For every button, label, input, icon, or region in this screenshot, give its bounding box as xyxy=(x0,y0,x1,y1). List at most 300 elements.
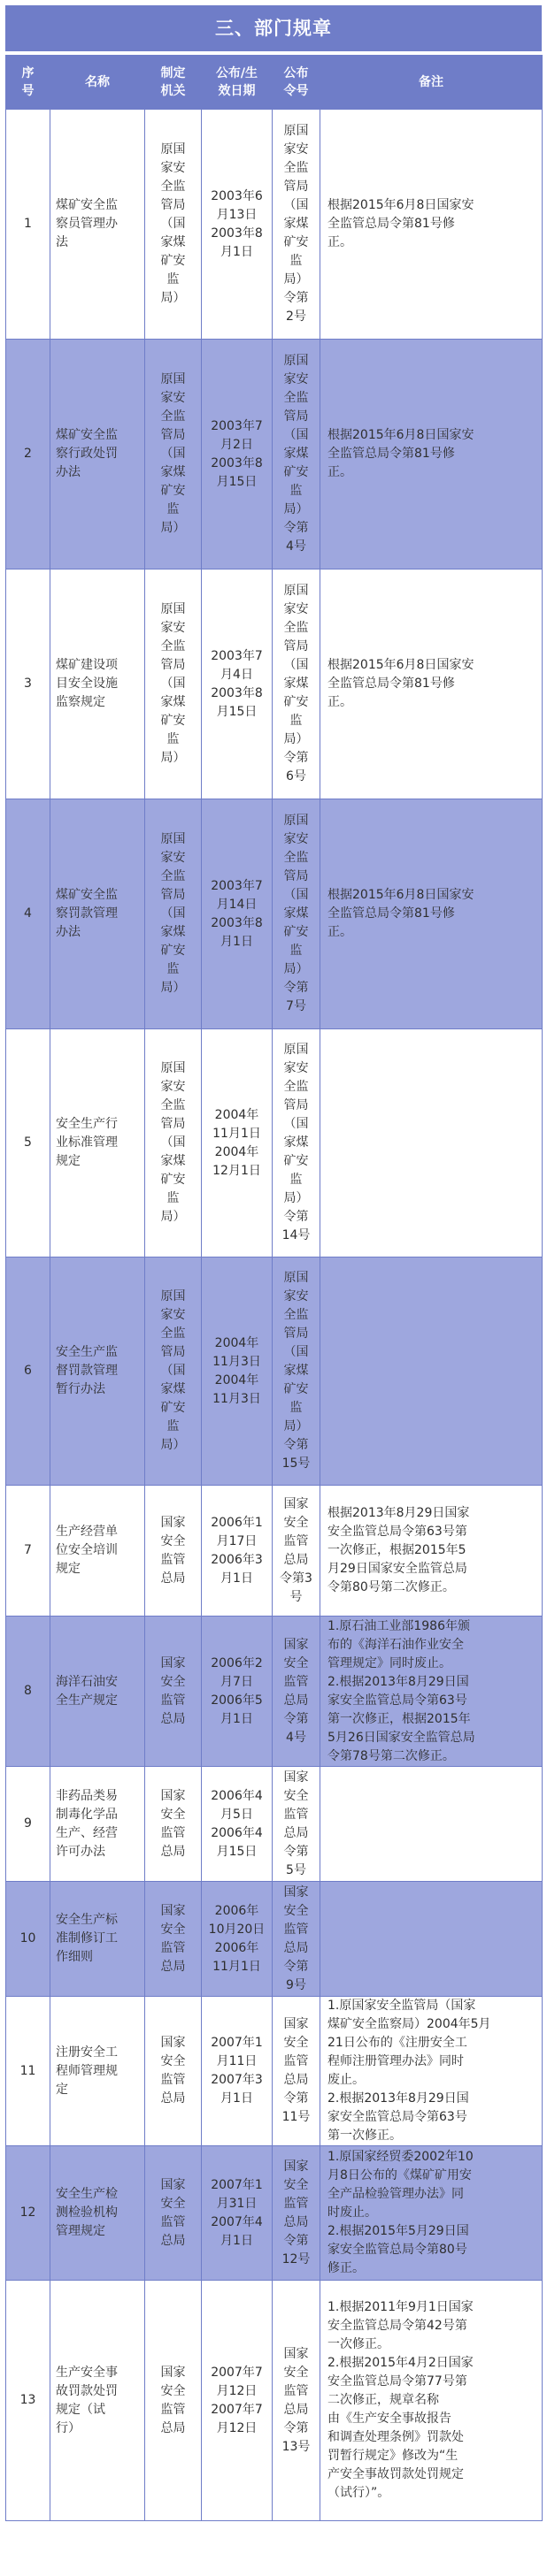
remarks-line: 2.根据2015年4月2日国家 xyxy=(327,2356,474,2370)
publish-effective-date-line: 2006年1 xyxy=(211,1515,263,1530)
table-row xyxy=(6,1882,543,1997)
decree-number-line: 安全 xyxy=(283,2365,309,2380)
decree-number-line: 局） xyxy=(283,962,309,976)
header-label: 备注 xyxy=(419,75,443,89)
decree-number-line: 令第 xyxy=(283,1711,309,1726)
decree-number-line: 安全 xyxy=(283,1788,309,1803)
row-number: 9 xyxy=(6,1767,50,1882)
issuing-authority-line: 局） xyxy=(160,291,186,305)
issuing-authority-line: 矿安 xyxy=(160,1401,186,1415)
decree-number-line: 矿安 xyxy=(283,1382,309,1396)
regulation-name-line: 安全生产检 xyxy=(56,2187,118,2201)
decree-number-line: 家安 xyxy=(283,832,309,846)
decree-number-line: 总局 xyxy=(283,1693,309,1708)
publish-effective-date-line: 11月1日 xyxy=(212,1959,261,1974)
regulation-name-cell xyxy=(50,2281,145,2521)
decree-number-line: 全监 xyxy=(283,1080,309,1094)
remarks-line: 罚暂行规定》修改为“生 xyxy=(327,2449,458,2463)
issuing-authority-cell xyxy=(145,2281,202,2521)
decree-number-line: 15号 xyxy=(281,1456,311,1471)
regulation-name-line: 察行政处罚 xyxy=(56,447,118,461)
publish-effective-date-line: 2006年4 xyxy=(211,1788,263,1803)
publish-effective-date-line: 月2日 xyxy=(220,437,253,452)
issuing-authority-line: 安全 xyxy=(160,2054,186,2068)
issuing-authority-cell xyxy=(145,1767,202,1882)
decree-number-line: 监管 xyxy=(283,2383,309,2398)
remarks-line: 布的《海洋石油作业安全 xyxy=(327,1637,464,1652)
publish-effective-date-line: 月11日 xyxy=(216,2054,258,2068)
decree-number-line: 家煤 xyxy=(283,1135,309,1150)
regulation-name-line: 监察规定 xyxy=(56,695,105,709)
regulation-name-line: 作细则 xyxy=(56,1950,93,1964)
table-row xyxy=(6,2281,543,2521)
row-number: 13 xyxy=(6,2281,50,2521)
decree-number-cell xyxy=(273,1882,320,1997)
regulation-name-line: 规定 xyxy=(56,1562,81,1576)
remarks-cell xyxy=(320,1997,543,2146)
decree-number-line: （国 xyxy=(283,198,309,212)
decree-number-line: 4号 xyxy=(286,539,306,554)
issuing-authority-line: 家煤 xyxy=(160,1382,186,1396)
publish-effective-date-line: 2003年8 xyxy=(211,915,263,930)
issuing-authority-line: 全监 xyxy=(160,409,186,424)
decree-number-line: 国家 xyxy=(283,1496,309,1511)
remarks-line: 全产品检验管理办法》同 xyxy=(327,2187,464,2201)
regulation-name-line: 煤矿安全监 xyxy=(56,888,118,902)
publish-effective-date-cell xyxy=(202,1882,273,1997)
header-order xyxy=(273,56,320,110)
publish-effective-date-line: 月17日 xyxy=(216,1533,258,1548)
issuing-authority-line: （国 xyxy=(160,906,186,921)
regulation-name-line: 测检验机构 xyxy=(56,2205,118,2220)
header-name xyxy=(50,56,145,110)
decree-number-cell xyxy=(273,799,320,1029)
header-label: 机关 xyxy=(160,84,186,98)
regulation-name-cell xyxy=(50,569,145,799)
remarks-line: 正。 xyxy=(327,925,352,939)
issuing-authority-line: 家安 xyxy=(160,621,186,635)
regulation-name-line: 注册安全工 xyxy=(56,2045,118,2060)
remarks-line: 正。 xyxy=(327,465,352,479)
publish-effective-date-cell xyxy=(202,569,273,799)
publish-effective-date-line: 2003年7 xyxy=(211,418,263,433)
table-row xyxy=(6,1029,543,1257)
remarks-line: 2.根据2015年5月29日国 xyxy=(327,2224,469,2238)
issuing-authority-line: 原国 xyxy=(160,1289,186,1303)
decree-number-line: 原国 xyxy=(283,124,309,138)
publish-effective-date-line: 2007年1 xyxy=(211,2036,263,2050)
remarks-line: 一次修正，根据2015年5 xyxy=(327,1543,466,1557)
decree-number-line: 国家 xyxy=(283,1884,309,1900)
publish-effective-date-line: 月13日 xyxy=(216,207,258,222)
decree-number-line: 总局 xyxy=(283,1825,309,1840)
publish-effective-date-line: 月1日 xyxy=(220,244,253,259)
publish-effective-date-cell xyxy=(202,1257,273,1486)
publish-effective-date-cell xyxy=(202,340,273,569)
regulation-name-line: 煤矿安全监 xyxy=(56,198,118,212)
regulation-name-line: 许可办法 xyxy=(56,1844,105,1859)
remarks-cell xyxy=(320,1767,543,1882)
row-number: 5 xyxy=(6,1029,50,1257)
decree-number-line: 总局 xyxy=(283,1940,309,1955)
remarks-line: 月8日公布的《煤矿矿用安 xyxy=(327,2168,472,2182)
publish-effective-date-cell xyxy=(202,2146,273,2281)
decree-number-line: 总局 xyxy=(283,2214,309,2229)
regulation-name-cell xyxy=(50,1257,145,1486)
decree-number-line: 矿安 xyxy=(283,695,309,709)
decree-number-line: 家煤 xyxy=(283,217,309,231)
issuing-authority-line: 安全 xyxy=(160,1533,186,1548)
header-label: 号 xyxy=(21,84,35,98)
decree-number-line: 监管 xyxy=(283,1674,309,1689)
header-label: 序 xyxy=(21,66,35,80)
decree-number-line: 管局 xyxy=(283,180,309,194)
decree-number-line: 国家 xyxy=(283,2017,309,2031)
regulations-table xyxy=(5,55,543,2521)
regulation-name-line: 规定（试 xyxy=(56,2402,105,2417)
issuing-authority-cell xyxy=(145,1486,202,1617)
table-row xyxy=(6,2146,543,2281)
decree-number-line: 12号 xyxy=(281,2251,311,2266)
publish-effective-date-line: 2007年1 xyxy=(211,2177,263,2192)
issuing-authority-line: 监管 xyxy=(160,2073,186,2087)
publish-effective-date-line: 2007年7 xyxy=(211,2402,263,2417)
decree-number-cell xyxy=(273,1767,320,1882)
row-number: 2 xyxy=(6,340,50,569)
issuing-authority-line: 总局 xyxy=(160,1571,186,1586)
decree-number-cell xyxy=(273,1029,320,1257)
table-row xyxy=(6,1997,543,2146)
issuing-authority-line: 监 xyxy=(166,962,180,976)
remarks-line: 安全监管总局令第42号第 xyxy=(327,2319,467,2333)
regulation-name-cell xyxy=(50,1767,145,1882)
publish-effective-date-cell xyxy=(202,110,273,340)
issuing-authority-cell xyxy=(145,1997,202,2146)
issuing-authority-line: 矿安 xyxy=(160,254,186,268)
header-label: 公布/生 xyxy=(215,66,258,80)
remarks-line: 2.根据2013年8月29日国 xyxy=(327,1674,469,1689)
publish-effective-date-cell xyxy=(202,1767,273,1882)
regulation-name-cell xyxy=(50,1029,145,1257)
publish-effective-date-line: 2006年 xyxy=(214,1903,259,1918)
remarks-line: 产安全事故罚款处罚规定 xyxy=(327,2467,464,2481)
remarks-cell xyxy=(320,1882,543,1997)
regulation-name-line: 督罚款管理 xyxy=(56,1364,118,1378)
row-number: 3 xyxy=(6,569,50,799)
remarks-line: 二次修正，规章名称 xyxy=(327,2393,439,2407)
row-number: 4 xyxy=(6,799,50,1029)
issuing-authority-line: 家煤 xyxy=(160,465,186,479)
remarks-cell xyxy=(320,2281,543,2521)
remarks-line: 根据2015年6月8日国家安 xyxy=(327,888,474,902)
remarks-cell xyxy=(320,2146,543,2281)
remarks-line: 安全监管总局令第63号第 xyxy=(327,1525,467,1539)
table-row xyxy=(6,110,543,340)
issuing-authority-line: 原国 xyxy=(160,142,186,157)
decree-number-line: 矿安 xyxy=(283,925,309,939)
remarks-cell xyxy=(320,110,543,340)
remarks-line: 令第78号第二次修正。 xyxy=(327,1748,455,1763)
issuing-authority-line: 国家 xyxy=(160,2365,186,2380)
issuing-authority-line: 安全 xyxy=(160,1922,186,1937)
publish-effective-date-line: 月7日 xyxy=(220,1674,253,1689)
publish-effective-date-line: 2003年8 xyxy=(211,685,263,700)
publish-effective-date-line: 2003年8 xyxy=(211,455,263,470)
issuing-authority-line: 全监 xyxy=(160,869,186,883)
table-row xyxy=(6,1767,543,1882)
remarks-line: 由《生产安全事故报告 xyxy=(327,2412,451,2426)
decree-number-line: 令第 xyxy=(283,1844,309,1859)
row-number: 10 xyxy=(6,1882,50,1997)
issuing-authority-line: 监 xyxy=(166,732,180,746)
decree-number-line: （国 xyxy=(283,428,309,442)
decree-number-cell xyxy=(273,110,320,340)
decree-number-line: （国 xyxy=(283,1345,309,1359)
publish-effective-date-line: 11月3日 xyxy=(212,1391,261,1406)
publish-effective-date-line: 月31日 xyxy=(216,2196,258,2211)
publish-effective-date-line: 月1日 xyxy=(220,2091,253,2106)
issuing-authority-line: 安全 xyxy=(160,1807,186,1822)
issuing-authority-line: 国家 xyxy=(160,1788,186,1803)
remarks-line: 修正。 xyxy=(327,2261,365,2275)
publish-effective-date-line: 12月1日 xyxy=(212,1163,261,1178)
publish-effective-date-line: 2003年8 xyxy=(211,225,263,241)
issuing-authority-line: 家安 xyxy=(160,851,186,865)
issuing-authority-line: 管局 xyxy=(160,428,186,442)
remarks-line: 全监管总局令第81号修 xyxy=(327,906,455,921)
issuing-authority-line: （国 xyxy=(160,217,186,231)
decree-number-line: 国家 xyxy=(283,1770,309,1785)
remarks-line: 家安全监管总局令第63号 xyxy=(327,1693,467,1708)
issuing-authority-line: 总局 xyxy=(160,1711,186,1726)
publish-effective-date-line: 2007年4 xyxy=(211,2214,263,2229)
decree-number-line: 管局 xyxy=(283,639,309,654)
decree-number-line: 安全 xyxy=(283,1515,309,1530)
remarks-line: 根据2015年6月8日国家安 xyxy=(327,198,474,212)
decree-number-line: 家安 xyxy=(283,142,309,157)
regulation-name-line: 煤矿安全监 xyxy=(56,428,118,442)
issuing-authority-line: 家安 xyxy=(160,1080,186,1094)
remarks-line: 根据2013年8月29日国家 xyxy=(327,1506,470,1520)
decree-number-line: 局） xyxy=(283,1191,309,1205)
remarks-line: 正。 xyxy=(327,235,352,249)
issuing-authority-line: 全监 xyxy=(160,1326,186,1341)
decree-number-line: 令第 xyxy=(283,1210,309,1224)
decree-number-line: 管局 xyxy=(283,1098,309,1112)
decree-number-line: 总局 xyxy=(283,2073,309,2087)
issuing-authority-line: 矿安 xyxy=(160,1173,186,1187)
remarks-line: 程师注册管理办法》同时 xyxy=(327,2054,464,2068)
regulation-name-line: 安全生产行 xyxy=(56,1117,118,1131)
decree-number-line: 5号 xyxy=(286,1862,306,1877)
decree-number-line: 令第 xyxy=(283,2233,309,2248)
header-label: 效日期 xyxy=(218,84,256,98)
publish-effective-date-line: 月15日 xyxy=(216,474,258,489)
issuing-authority-cell xyxy=(145,1617,202,1767)
regulation-name-line: 规定 xyxy=(56,1154,81,1168)
issuing-authority-line: 局） xyxy=(160,1438,186,1452)
issuing-authority-line: 总局 xyxy=(160,1959,186,1974)
issuing-authority-line: 局） xyxy=(160,751,186,765)
decree-number-line: 全监 xyxy=(283,161,309,175)
regulation-name-cell xyxy=(50,2146,145,2281)
decree-number-cell xyxy=(273,1257,320,1486)
decree-number-line: 14号 xyxy=(281,1228,311,1242)
decree-number-line: （国 xyxy=(283,888,309,902)
decree-number-line: 监 xyxy=(289,714,303,728)
publish-effective-date-line: 月1日 xyxy=(220,1571,253,1586)
decree-number-line: 监 xyxy=(289,484,303,498)
publish-effective-date-cell xyxy=(202,1997,273,2146)
decree-number-line: 6号 xyxy=(286,769,306,784)
decree-number-line: 安全 xyxy=(283,2177,309,2192)
regulation-name-line: 煤矿建设项 xyxy=(56,658,118,672)
decree-number-line: 全监 xyxy=(283,621,309,635)
issuing-authority-line: 局） xyxy=(160,521,186,535)
remarks-line: （试行）”。 xyxy=(327,2486,390,2500)
publish-effective-date-line: 月1日 xyxy=(220,934,253,949)
issuing-authority-line: 局） xyxy=(160,981,186,995)
decree-number-line: 安全 xyxy=(283,2036,309,2050)
row-number: 1 xyxy=(6,110,50,340)
decree-number-line: 国家 xyxy=(283,1637,309,1652)
issuing-authority-line: 管局 xyxy=(160,658,186,672)
issuing-authority-line: 安全 xyxy=(160,2196,186,2211)
publish-effective-date-line: 月12日 xyxy=(216,2420,258,2435)
row-number: 8 xyxy=(6,1617,50,1767)
publish-effective-date-line: 月14日 xyxy=(216,897,258,912)
issuing-authority-line: （国 xyxy=(160,1364,186,1378)
decree-number-line: 监管 xyxy=(283,1922,309,1937)
publish-effective-date-line: 2006年4 xyxy=(211,1825,263,1840)
issuing-authority-cell xyxy=(145,569,202,799)
publish-effective-date-line: 2003年7 xyxy=(211,648,263,663)
decree-number-line: 令第 xyxy=(283,751,309,765)
regulation-name-line: 故罚款处罚 xyxy=(56,2383,118,2398)
decree-number-line: 管局 xyxy=(283,409,309,424)
issuing-authority-line: 国家 xyxy=(160,2036,186,2050)
decree-number-line: 令第 xyxy=(283,1438,309,1452)
issuing-authority-line: 管局 xyxy=(160,1345,186,1359)
issuing-authority-line: 监 xyxy=(166,1419,180,1433)
regulation-name-line: 暂行办法 xyxy=(56,1382,105,1396)
issuing-authority-cell xyxy=(145,2146,202,2281)
issuing-authority-line: 监 xyxy=(166,1191,180,1205)
decree-number-line: 原国 xyxy=(283,354,309,368)
decree-number-cell xyxy=(273,1997,320,2146)
remarks-line: 全监管总局令第81号修 xyxy=(327,676,455,691)
remarks-line: 1.原石油工业部1986年颁 xyxy=(327,1618,470,1633)
decree-number-line: 令第 xyxy=(283,521,309,535)
issuing-authority-line: 家煤 xyxy=(160,235,186,249)
remarks-line: 5月26日国家安全监管总局 xyxy=(327,1730,475,1745)
issuing-authority-line: 局） xyxy=(160,1210,186,1224)
regulation-name-cell xyxy=(50,1617,145,1767)
issuing-authority-cell xyxy=(145,1882,202,1997)
decree-number-line: 监 xyxy=(289,1173,303,1187)
table-body xyxy=(6,110,543,2521)
issuing-authority-line: 监管 xyxy=(160,2214,186,2229)
row-number: 6 xyxy=(6,1257,50,1486)
publish-effective-date-line: 月1日 xyxy=(220,1711,253,1726)
decree-number-cell xyxy=(273,340,320,569)
remarks-line: 家安全监管总局令第80号 xyxy=(327,2243,467,2257)
remarks-line: 根据2015年6月8日国家安 xyxy=(327,658,474,672)
decree-number-line: 令第3 xyxy=(280,1571,312,1586)
remarks-line: 2.根据2013年8月29日国 xyxy=(327,2091,469,2106)
remarks-line: 一次修正。 xyxy=(327,2337,389,2351)
decree-number-line: 监管 xyxy=(283,2054,309,2068)
issuing-authority-line: 监管 xyxy=(160,1552,186,1567)
header-org xyxy=(145,56,202,110)
publish-effective-date-line: 2004年 xyxy=(214,1107,259,1122)
header-label: 公布 xyxy=(283,66,309,80)
decree-number-line: 家安 xyxy=(283,1061,309,1075)
regulation-name-cell xyxy=(50,110,145,340)
regulation-name-line: 程师管理规 xyxy=(56,2063,118,2078)
regulation-name-cell xyxy=(50,1486,145,1617)
issuing-authority-line: 监管 xyxy=(160,1825,186,1840)
decree-number-line: 局） xyxy=(283,732,309,746)
table-row xyxy=(6,799,543,1029)
issuing-authority-line: 原国 xyxy=(160,832,186,846)
publish-effective-date-line: 月15日 xyxy=(216,704,258,719)
decree-number-line: 令第 xyxy=(283,2420,309,2435)
issuing-authority-line: 监管 xyxy=(160,1693,186,1708)
publish-effective-date-line: 2004年 xyxy=(214,1372,259,1387)
issuing-authority-line: 国家 xyxy=(160,2177,186,2192)
issuing-authority-line: 安全 xyxy=(160,1674,186,1689)
remarks-line: 废止。 xyxy=(327,2073,365,2087)
regulation-name-line: 目安全设施 xyxy=(56,676,118,691)
publish-effective-date-line: 月15日 xyxy=(216,1844,258,1859)
decree-number-line: 家煤 xyxy=(283,447,309,461)
publish-effective-date-line: 2006年3 xyxy=(211,1552,263,1567)
issuing-authority-line: 总局 xyxy=(160,2420,186,2435)
remarks-cell xyxy=(320,1486,543,1617)
issuing-authority-line: 监 xyxy=(166,502,180,516)
remarks-line: 时废止。 xyxy=(327,2205,377,2220)
publish-effective-date-line: 11月3日 xyxy=(212,1354,261,1369)
row-number: 12 xyxy=(6,2146,50,2281)
issuing-authority-line: 原国 xyxy=(160,602,186,616)
publish-effective-date-line: 2003年6 xyxy=(211,188,263,203)
regulation-name-cell xyxy=(50,1997,145,2146)
decree-number-cell xyxy=(273,1617,320,1767)
issuing-authority-line: 全监 xyxy=(160,180,186,194)
regulation-name-line: 管理规定 xyxy=(56,2224,105,2238)
remarks-line: 全监管总局令第81号修 xyxy=(327,447,455,461)
remarks-line: 管理规定》同时废止。 xyxy=(327,1655,451,1670)
publish-effective-date-line: 2007年7 xyxy=(211,2365,263,2380)
publish-effective-date-cell xyxy=(202,1029,273,1257)
publish-effective-date-line: 2004年 xyxy=(214,1144,259,1159)
remarks-line: 月29日国家安全监管总局 xyxy=(327,1562,467,1576)
decree-number-line: 局） xyxy=(283,1419,309,1433)
regulation-name-line: 安全生产监 xyxy=(56,1345,118,1359)
decree-number-line: 安全 xyxy=(283,1655,309,1670)
remarks-cell xyxy=(320,799,543,1029)
publish-effective-date-line: 11月1日 xyxy=(212,1126,261,1141)
issuing-authority-cell xyxy=(145,1257,202,1486)
issuing-authority-cell xyxy=(145,340,202,569)
regulation-name-line: 办法 xyxy=(56,925,81,939)
publish-effective-date-cell xyxy=(202,799,273,1029)
regulation-name-cell xyxy=(50,340,145,569)
issuing-authority-cell xyxy=(145,1029,202,1257)
table-row xyxy=(6,569,543,799)
publish-effective-date-line: 月4日 xyxy=(220,667,253,682)
